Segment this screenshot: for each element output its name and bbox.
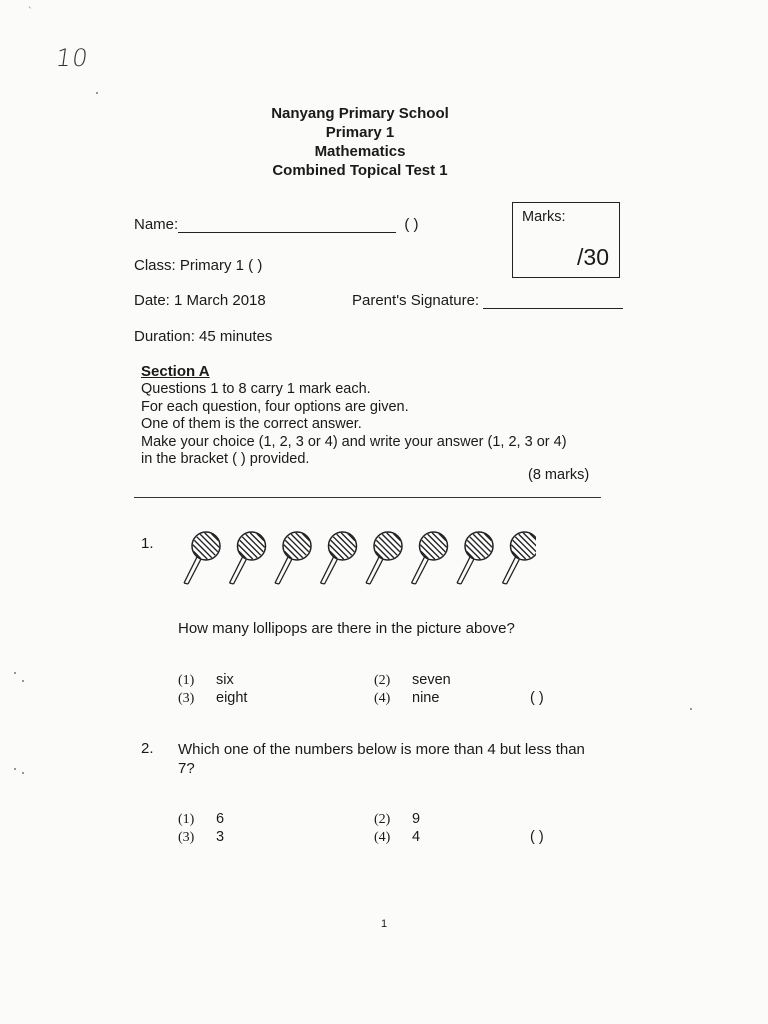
level: Primary 1 (325, 124, 395, 141)
date-field: Date: 1 March 2018 (134, 292, 266, 309)
question-2-number: 2. (141, 740, 154, 757)
option-text: 9 (412, 811, 421, 827)
corner-mark: ` (28, 6, 32, 18)
school-name: Nanyang Primary School (271, 105, 449, 122)
lollipop-icon (412, 532, 448, 584)
option-number: (2) (374, 812, 391, 827)
parent-signature-label: Parent's Signature: (352, 292, 480, 309)
option-text: 4 (412, 829, 421, 845)
scan-speck (96, 92, 98, 94)
instruction-line: Questions 1 to 8 carry 1 mark each. (141, 381, 371, 397)
handwritten-score: 10 (54, 44, 91, 72)
duration-field: Duration: 45 minutes (134, 328, 273, 345)
test-title: Combined Topical Test 1 (272, 162, 448, 179)
question-1-number: 1. (141, 535, 154, 552)
section-a-title: Section A (141, 363, 210, 380)
scan-speck (22, 772, 24, 774)
option-number: (2) (374, 673, 391, 688)
question-1-options (178, 671, 608, 711)
option[interactable] (374, 810, 420, 829)
option-number: (1) (178, 673, 195, 688)
page-number: 1 (380, 918, 388, 930)
instruction-line: in the bracket ( ) provided. (141, 451, 310, 467)
option-number: (3) (178, 691, 195, 706)
marks-total: /30 (577, 244, 609, 270)
section-a-instructions (141, 381, 567, 469)
lollipop-icon (275, 532, 311, 584)
lollipop-icon (230, 532, 266, 584)
option-text: nine (412, 690, 440, 706)
question-2-text (178, 740, 608, 778)
lollipop-icon (184, 532, 220, 584)
name-line[interactable] (178, 218, 396, 233)
option-text: six (216, 672, 234, 688)
name-bracket: ( ) (404, 216, 419, 233)
option[interactable] (178, 828, 224, 847)
answer-bracket[interactable]: ( ) (530, 829, 544, 845)
option-number: (3) (178, 830, 195, 845)
marks-label: Marks: (522, 209, 566, 225)
instruction-line: One of them is the correct answer. (141, 416, 362, 432)
question-2-text-line: 7? (178, 760, 195, 777)
scan-speck (22, 680, 24, 682)
scan-speck (14, 672, 16, 674)
option-number: (4) (374, 691, 391, 706)
scan-speck (14, 768, 16, 770)
question-2-options (178, 810, 608, 850)
subject: Mathematics (314, 143, 406, 160)
section-divider (134, 497, 601, 498)
instruction-line: For each question, four options are given. (141, 398, 409, 415)
option[interactable] (178, 689, 247, 708)
document-header (200, 104, 520, 180)
parent-signature-line[interactable] (483, 294, 623, 309)
answer-bracket[interactable]: ( ) (530, 690, 544, 706)
lollipop-picture (176, 528, 536, 586)
option-text: eight (216, 690, 248, 706)
question-2-text-line: Which one of the numbers below is more than 4 but less than (178, 741, 585, 758)
option-text: 6 (216, 811, 225, 827)
option-text: seven (412, 672, 451, 688)
section-a-marks: (8 marks) (528, 467, 590, 483)
option-number: (4) (374, 830, 391, 845)
lollipop-icon (457, 532, 493, 584)
question-1-text: How many lollipops are there in the picture above? (178, 620, 515, 637)
option-number: (1) (178, 812, 195, 827)
class-field: Class: Primary 1 ( ) (134, 257, 263, 274)
option[interactable] (178, 810, 224, 829)
marks-box (512, 202, 620, 278)
parent-signature-field (352, 292, 623, 309)
instruction-line: Make your choice (1, 2, 3 or 4) and write your answer (1, 2, 3 or 4) (141, 433, 567, 450)
option[interactable] (374, 689, 439, 708)
scan-speck (690, 708, 692, 710)
lollipop-icon (503, 532, 537, 584)
option-text: 3 (216, 829, 225, 845)
lollipop-icon (366, 532, 402, 584)
option[interactable] (374, 828, 420, 847)
name-field (134, 216, 419, 233)
option[interactable] (374, 671, 451, 690)
name-label: Name: (134, 216, 179, 233)
option[interactable] (178, 671, 234, 690)
lollipop-icon (321, 532, 357, 584)
